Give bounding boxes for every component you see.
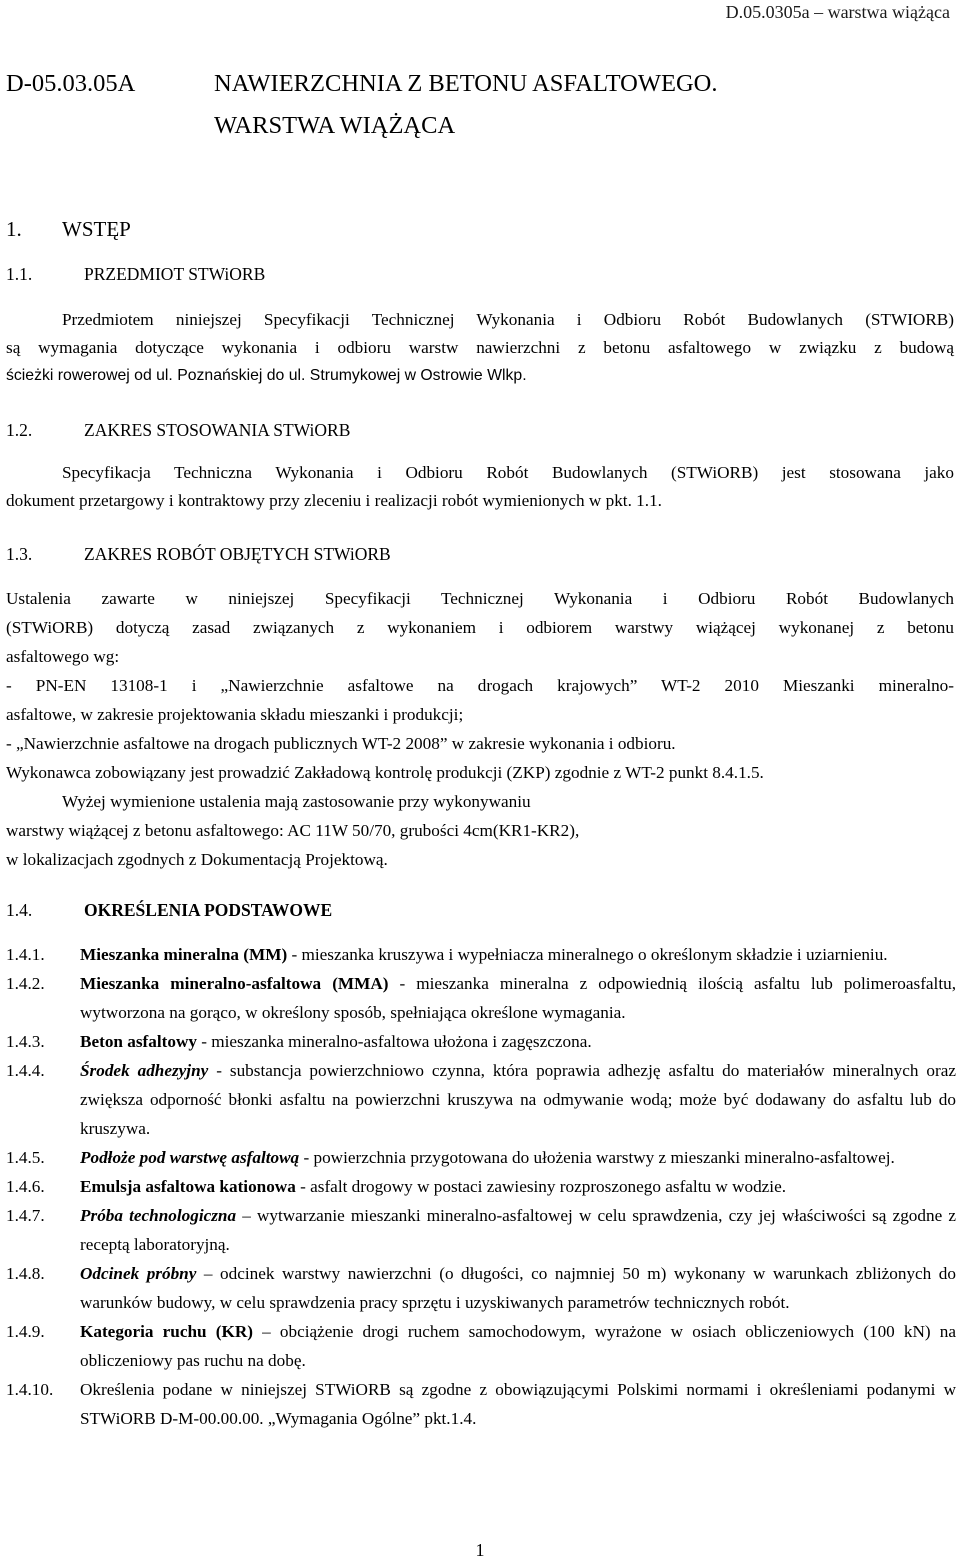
spec-title-line2: WARSTWA WIĄŻĄCA <box>214 112 456 139</box>
definition-term: Mieszanka mineralna <box>80 945 239 964</box>
definition-item <box>6 969 956 1027</box>
text-line: Przedmiotem niniejszej Specyfikacji Technicznej Wykonania i Odbioru Robót Budowlanych (STWIORB) <box>62 310 954 329</box>
text-line: Wyżej wymienione ustalenia mają zastosowanie przy wykonywaniu <box>62 792 531 811</box>
definition-abbr: (MM) <box>243 945 288 964</box>
subsection-number: 1.4. <box>6 900 33 920</box>
definitions-list <box>6 940 956 1433</box>
text-line: Specyfikacja Techniczna Wykonania i Odbioru Robót Budowlanych (STWiORB) jest stosowana jako <box>62 463 954 482</box>
definition-term: Odcinek próbny <box>80 1264 197 1283</box>
definition-item <box>6 1056 956 1143</box>
definition-number: 1.4.5. <box>6 1148 45 1167</box>
definition-text: - mieszanka mineralna z odpowiednią ilością asfaltu lub polimeroasfaltu, wytworzona na gorąco, w określony sposób, spełniająca określone wymagania. <box>80 974 956 1022</box>
subsection-title: PRZEDMIOT STWiORB <box>84 264 266 284</box>
definition-number: 1.4.10. <box>6 1380 54 1399</box>
text-line: - „Nawierzchnie asfaltowe na drogach publicznych WT-2 2008” w zakresie wykonania i odbioru. <box>6 734 676 753</box>
section-number: 1. <box>6 217 22 241</box>
page-number: 1 <box>475 1540 485 1560</box>
subsection-heading-1-1 <box>6 264 265 285</box>
subsection-title: ZAKRES STOSOWANIA STWiORB <box>84 420 351 440</box>
spec-code: D-05.03.05A <box>6 70 136 97</box>
definition-number: 1.4.8. <box>6 1264 45 1283</box>
definition-item <box>6 1259 956 1317</box>
definition-item <box>6 1201 956 1259</box>
definition-abbr: (KR) <box>215 1322 253 1341</box>
definition-term: Mieszanka mineralno-asfaltowa <box>80 974 322 993</box>
definition-item <box>6 1317 956 1375</box>
text-line: są wymagania dotyczące wykonania i odbioru warstw nawierzchni z betonu asfaltowego w związku z budową <box>6 338 954 357</box>
definition-item <box>6 940 956 969</box>
section-heading-1 <box>6 217 131 242</box>
definition-text: Określenia podane w niniejszej STWiORB są zgodne z obowiązującymi Polskimi normami i określeniami podanymi w STWiORB D-M-00.00.00. „Wymagania Ogólne” pkt.1.4. <box>80 1380 956 1428</box>
definition-text: – wytwarzanie mieszanki mineralno-asfaltowej w celu sprawdzenia, czy jej właściwości są zgodne z receptą laboratoryjną. <box>80 1206 956 1254</box>
paragraph-1-1 <box>6 306 954 390</box>
subsection-title: ZAKRES ROBÓT OBJĘTYCH STWiORB <box>84 544 391 564</box>
definition-text: - mieszanka mineralno-asfaltowa ułożona i zagęszczona. <box>196 1032 592 1051</box>
definition-text: – odcinek warstwy nawierzchni (o długości, co najmniej 50 m) wykonany w warunkach zbliżonych do warunków budowy, w celu sprawdzenia pracy sprzętu i uzyskiwanych parametrów technicznych robót. <box>80 1264 956 1312</box>
text-line: warstwy wiążącej z betonu asfaltowego: AC 11W 50/70, grubości 4cm(KR1-KR2), <box>6 821 580 840</box>
subsection-number: 1.1. <box>6 264 33 284</box>
paragraph-1-3 <box>6 584 954 874</box>
text-line: Wykonawca zobowiązany jest prowadzić Zakładową kontrolę produkcji (ZKP) zgodnie z WT-2 punkt 8.4.1.5. <box>6 763 764 782</box>
text-line: dokument przetargowy i kontraktowy przy zleceniu i realizacji robót wymienionych w pkt. 1.1. <box>6 491 662 510</box>
text-line: w lokalizacjach zgodnych z Dokumentacją Projektową. <box>6 850 388 869</box>
text-line: asfaltowego wg: <box>6 647 120 666</box>
section-title: WSTĘP <box>62 217 131 241</box>
definition-term: Środek adhezyjny <box>80 1061 209 1080</box>
definition-item <box>6 1172 956 1201</box>
definition-number: 1.4.2. <box>6 974 45 993</box>
definition-number: 1.4.6. <box>6 1177 45 1196</box>
definition-number: 1.4.4. <box>6 1061 45 1080</box>
definition-term: Emulsja asfaltowa kationowa <box>80 1177 296 1196</box>
definition-number: 1.4.3. <box>6 1032 45 1051</box>
definition-term: Próba technologiczna <box>80 1206 237 1225</box>
definition-number: 1.4.9. <box>6 1322 45 1341</box>
definition-term: Podłoże pod warstwę asfaltową <box>80 1148 300 1167</box>
subsection-number: 1.3. <box>6 544 33 564</box>
definition-item <box>6 1027 956 1056</box>
subsection-number: 1.2. <box>6 420 33 440</box>
spec-title-line1: NAWIERZCHNIA Z BETONU ASFALTOWEGO. <box>214 70 718 97</box>
definition-number: 1.4.1. <box>6 945 45 964</box>
definition-text: - substancja powierzchniowo czynna, która poprawia adhezję asfaltu do materiałów mineralnych oraz zwiększa odporność błonki asfaltu na powierzchni kruszywa na odmywanie wodą; może być dodawany do asfaltu lub do kruszywa. <box>80 1061 956 1138</box>
definition-term: Kategoria ruchu <box>80 1322 207 1341</box>
subsection-heading-1-3 <box>6 544 391 565</box>
running-header: D.05.0305a – warstwa wiążąca <box>725 2 950 22</box>
text-line: ścieżki rowerowej od ul. Poznańskiej do ul. Strumykowej w Ostrowie Wlkp. <box>6 367 527 384</box>
definition-text: - asfalt drogowy w postaci zawiesiny rozproszonego asfaltu w wodzie. <box>295 1177 786 1196</box>
definition-item <box>6 1375 956 1433</box>
paragraph-1-2 <box>6 459 954 515</box>
subsection-heading-1-2 <box>6 420 350 441</box>
definition-text: - powierzchnia przygotowana do ułożenia warstwy z mieszanki mineralno-asfaltowej. <box>299 1148 895 1167</box>
subsection-heading-1-4 <box>6 900 332 921</box>
text-line: asfaltowe, w zakresie projektowania składu mieszanki i produkcji; <box>6 705 464 724</box>
text-line: - PN-EN 13108-1 i „Nawierzchnie asfaltowe na drogach krajowych” WT-2 2010 Mieszanki mineralno- <box>6 676 954 695</box>
text-line: (STWiORB) dotyczą zasad związanych z wykonaniem i odbiorem warstwy wiążącej wykonanej z betonu <box>6 618 954 637</box>
definition-item <box>6 1143 956 1172</box>
text-line: Ustalenia zawarte w niniejszej Specyfikacji Technicznej Wykonania i Odbioru Robót Budowlanych <box>6 589 954 608</box>
definition-text: – obciążenie drogi ruchem samochodowym, wyrażone w osiach obliczeniowych (100 kN) na obliczeniowy pas ruchu na dobę. <box>80 1322 957 1370</box>
definition-abbr: (MMA) <box>332 974 389 993</box>
subsection-title: OKREŚLENIA PODSTAWOWE <box>84 900 333 920</box>
definition-text: - mieszanka kruszywa i wypełniacza mineralnego o określonym składzie i uziarnieniu. <box>287 945 888 964</box>
definition-term: Beton asfaltowy <box>80 1032 197 1051</box>
definition-number: 1.4.7. <box>6 1206 45 1225</box>
